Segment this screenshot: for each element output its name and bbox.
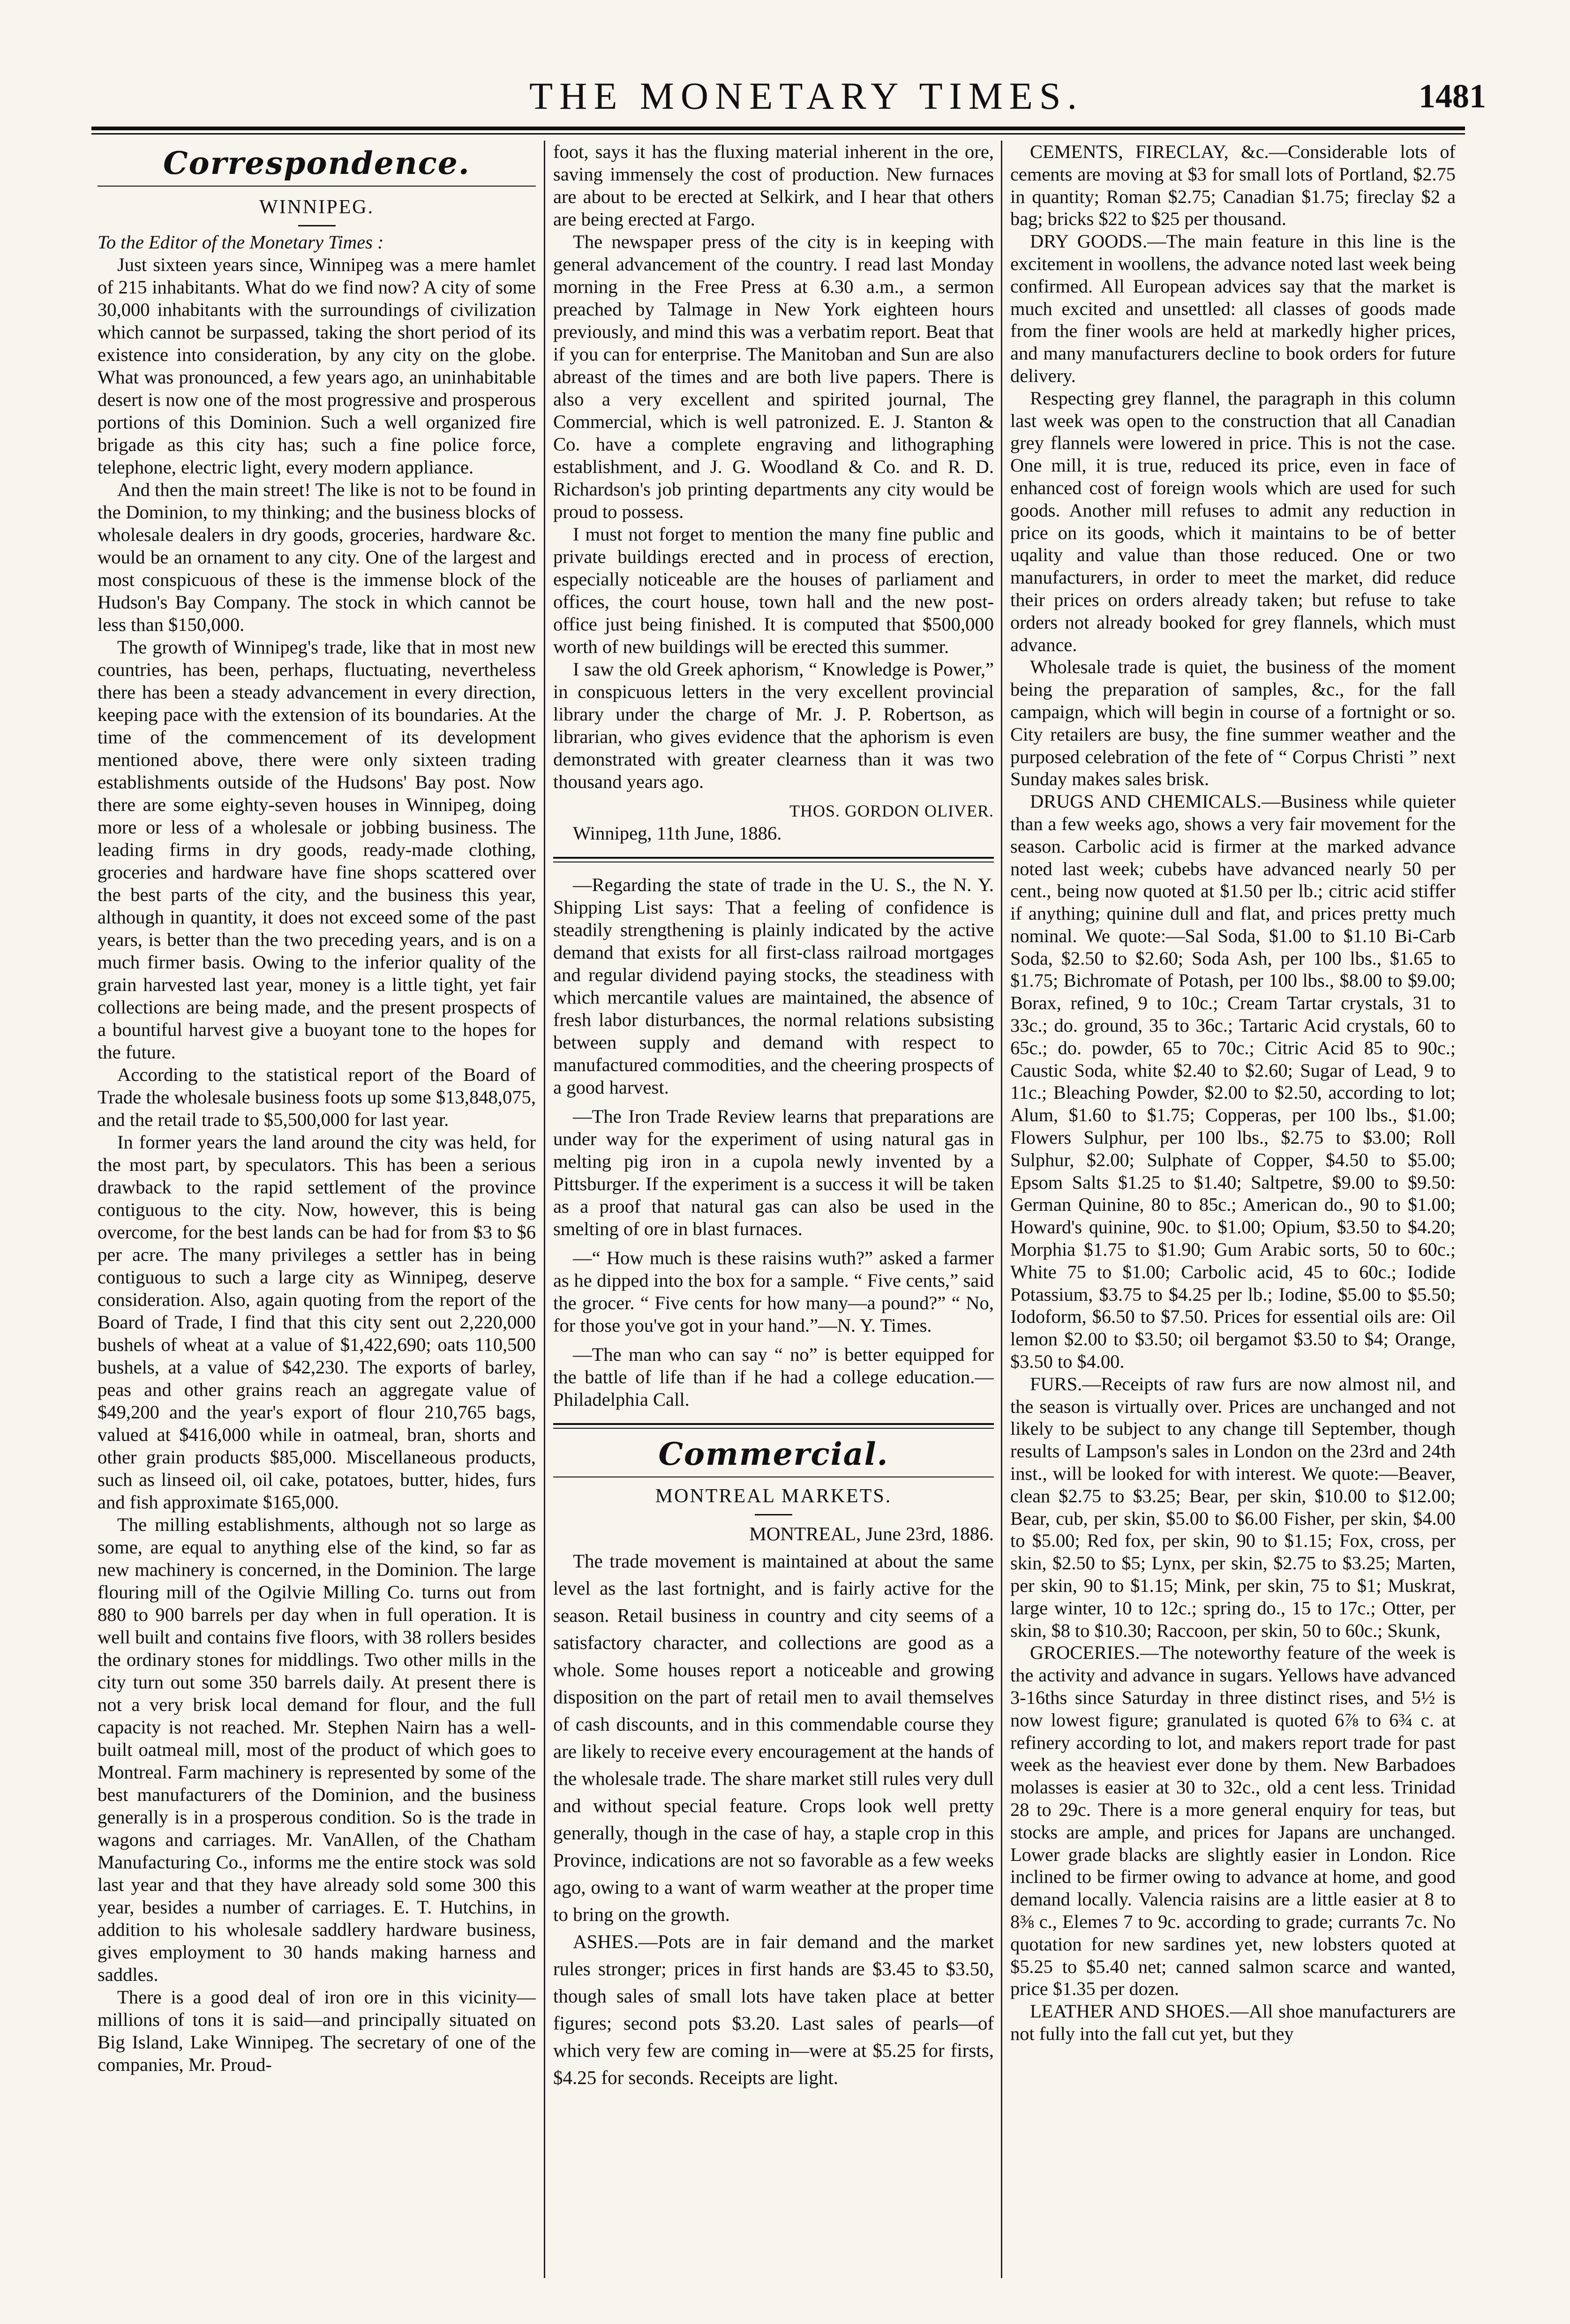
markets-paragraph: CEMENTS, FIRECLAY, &c.—Considerable lots of cements are moving at $3 for small lots of Portland, $2.75 in quantity; Roman $2.75; Canadian $1.75; fireclay $2 a bag; bricks $22 to $25 per thousand.: [1010, 141, 1456, 230]
markets-subtitle: MONTREAL MARKETS.: [655, 1485, 892, 1507]
column-divider-2: [1001, 141, 1002, 2278]
section-title-correspondence: Correspondence.: [163, 145, 470, 181]
separator-rule-thin: [553, 1428, 994, 1429]
markets-paragraph: GROCERIES.—The noteworthy feature of the week is the activity and advance in sugars. Yellows have advanced 3-16ths since Saturday in three distinct rises, and 5½ is now lowest figure; granulated is quoted 6⅞ to 6¾ c. at refinery according to lot, and makers report trade for past week as the heaviest ever done by them. New Barbadoes molasses is easier at 30 to 32c., old a cent less. Trinidad 28 to 29c. There is a more general enquiry for teas, but stocks are ample, and prices for Japans are unchanged. Lower grade blacks are slightly easier in London. Rice inclined to be firmer owing to advance at home, and good demand locally. Valencia raisins are a little easier at 8 to 8⅜ c., Elemes 7 to 9c. according to grade; currants 7c. No quotation for new sardines yet, new lobsters quoted at $5.25 to $5.40 net; canned salmon scarce and wanted, price $1.35 per dozen.: [1010, 1642, 1456, 2000]
column-correspondence: [98, 141, 536, 2278]
letter-paragraph: And then the main street! The like is not to be found in the Dominion, to my thinking; and the business blocks of wholesale dealers in dry goods, groceries, hardware &c. would be an ornament to any city. One of the largest and most conspicuous of these is the immense block of the Hudson's Bay Company. The stock in which cannot be less than $150,000.: [98, 479, 536, 635]
letter-paragraph: There is a good deal of iron ore in this vicinity—millions of tons it is said—and principally situated on Big Island, Lake Winnipeg. The secretary of one of the companies, Mr. Proud-: [98, 1987, 536, 2075]
markets-paragraph: DRY GOODS.—The main feature in this line is the excitement in woollens, the advance noted last week being confirmed. All European advices say that the market is much excited and unsettled: all classes of goods made from the finer wools are held at markedly higher prices, and many manufacturers decline to book orders for future delivery.: [1010, 231, 1456, 386]
letter-address: To the Editor of the Monetary Times :: [98, 232, 384, 253]
letter-paragraph: According to the statistical report of the Board of Trade the wholesale business foots up some $13,848,075, and the retail trade to $5,500,000 for last year.: [98, 1064, 536, 1130]
separator-rule: [553, 1423, 994, 1425]
markets-paragraph: Respecting grey flannel, the paragraph in this column last week was open to the construction that all Canadian grey flannels were lowered in price. This is not the case. One mill, it is true, reduced its price, even in face of enhanced cost of foreign wools which are used for such goods. Another mill refuses to admit any reduction in price on its goods, which it maintains to be of better uqality and value than those reduced. One or two manufacturers, in order to meet the market, did reduce their prices on orders already taken; but refuse to take orders not already booked for grey flannels, which must advance.: [1010, 387, 1456, 655]
markets-paragraph: LEATHER AND SHOES.—All shoe manufacturers are not fully into the fall cut yet, but they: [1010, 2001, 1456, 2044]
markets-paragraph: The trade movement is maintained at about the same level as the last fortnight, and is fairly active for the season. Retail business in country and city seems of a satisfactory character, and collections are good as a whole. Some houses report a noticeable and growing disposition on the part of retail men to avail themselves of cash discounts, and in this commendable course they are likely to receive every encouragement at the hands of the wholesale trade. The share market still rules very dull and without special feature. Crops look well pretty generally, though in the case of hay, a staple crop in this Province, indications are not so favorable as a few weeks ago, owing to a want of warm weather at the proper time to bring on the growth.: [553, 1550, 994, 1925]
column-markets: [1010, 141, 1456, 2278]
news-item: —The Iron Trade Review learns that preparations are under way for the experiment of using natural gas in melting pig iron in a cupola newly invented by a Pittsburger. If the experiment is a success it will be taken as a proof that natural gas can also be used in the smelting of ore in blast furnaces.: [553, 1106, 994, 1239]
markets-paragraph: DRUGS AND CHEMICALS.—Business while quieter than a few weeks ago, shows a very fair movement for the season. Carbolic acid is firmer at the marked advance noted last week; cubebs have advanced nearly 50 per cent., being now quoted at $1.50 per lb.; citric acid stiffer if anything; quinine dull and flat, and prices pretty much nominal. We quote:—Sal Soda, $1.00 to $1.10 Bi-Carb Soda, $2.50 to $2.60; Soda Ash, per 100 lbs., $1.65 to $1.75; Bichromate of Potash, per 100 lbs., $8.00 to $9.00; Borax, refined, 9 to 10c.; Cream Tartar crystals, 31 to 33c.; do. ground, 35 to 36c.; Tartaric Acid crystals, 60 to 65c.; do. powder, 65 to 70c.; Citric Acid 85 to 90c.; Caustic Soda, white $2.40 to $2.60; Sugar of Lead, 9 to 11c.; Bleaching Powder, $2.00 to $2.50, according to lot; Alum, $1.60 to $1.75; Copperas, per 100 lbs., $1.00; Flowers Sulphur, per 100 lbs., $2.75 to $3.00; Roll Sulphur, $2.00; Sulphate of Copper, $4.50 to $5.00; Epsom Salts $1.25 to $1.40; Saltpetre, $9.00 to $9.50: German Quinine, 80 to 85c.; American do., 90 to $1.00; Howard's quinine, 90c. to $1.00; Opium, $3.50 to $4.20; Morphia $1.75 to $1.90; Gum Arabic sorts, 50 to 60c.; White 75 to $1.00; Carbolic acid, 45 to 60c.; Iodide Potassium, $3.75 to $4.25 per lb.; Iodine, $5.00 to $5.50; Iodoform, $6.50 to $7.50. Prices for essential oils are: Oil lemon $2.00 to $3.50; oil bergamot $3.50 to $4; Orange, $3.50 to $4.00.: [1010, 791, 1456, 1372]
markets-dateline: MONTREAL, June 23rd, 1886.: [749, 1523, 994, 1544]
news-item: —Regarding the state of trade in the U. S., the N. Y. Shipping List says: That a feeling of confidence is steadily strengthening is plainly indicated by the active demand that exists for all first-class railroad mortgages and regular dividend paying stocks, the steadiness with which mercantile values are maintained, the absence of fresh labor disturbances, the normal relations subsisting between supply and demand with respect to manufactured commodities, and the cheering prospects of a good harvest.: [553, 874, 994, 1098]
letter-paragraph: I must not forget to mention the many fine public and private buildings erected and in process of erection, especially noticeable are the houses of parliament and offices, the court house, town hall and the new post-office just being finished. It is computed that $500,000 worth of new buildings will be erected this summer.: [553, 524, 994, 657]
letter-paragraph: The newspaper press of the city is in keeping with general advancement of the country. I read last Monday morning in the Free Press at 6.30 a.m., a sermon preached by Talmage in New York eighteen hours previously, and mind this was a verbatim report. Beat that if you can for enterprise. The Manitoban and Sun are also abreast of the times and are both live papers. There is also a very excellent and spirited journal, The Commercial, which is well patronized. E. J. Stanton & Co. have a complete engraving and lithographing establishment, and J. G. Woodland & Co. and R. D. Richardson's job printing departments any city would be proud to possess.: [553, 231, 994, 522]
letter-paragraph: In former years the land around the city was held, for the most part, by speculators. This has been a serious drawback to the rapid settlement of the province contiguous to the city. Now, however, this is being overcome, for the best lands can be had for from $3 to $6 per acre. The many privileges a settler has in being contiguous to such a large city as Winnipeg, deserve consideration. Also, again quoting from the report of the Board of Trade, I find that this city sent out 2,220,000 bushels of wheat at a value of $1,422,690; oats 110,500 bushels, at a value of $42,230. The exports of barley, peas and other grains reach an aggregate value of $49,200 and the year's export of flour 210,765 bags, valued at $416,000 while in oatmeal, bran, shorts and other grain products $85,000. Miscellaneous products, such as linseed oil, oil cake, potatoes, butter, hides, furs and fish approximate $165,000.: [98, 1132, 536, 1513]
markets-report: [553, 1520, 994, 2091]
masthead-title: THE MONETARY TIMES.: [529, 75, 1083, 117]
subtitle-rule: [755, 1514, 792, 1515]
subtitle-rule: [298, 225, 336, 226]
letter-subtitle: WINNIPEG.: [259, 196, 375, 218]
letter-paragraph: foot, says it has the fluxing material inherent in the ore, saving immensely the cost of production. New furnaces are about to be erected at Selkirk, and I hear that others are being erected at Fargo.: [553, 141, 994, 230]
section-underline: [98, 186, 536, 187]
separator-rule: [553, 857, 994, 859]
news-item: —“ How much is these raisins wuth?” asked a farmer as he dipped into the box for a sample. “ Five cents,” said the grocer. “ Five cents for how many—a pound?” “ No, for those you've got in your hand.”—N. Y. Times.: [553, 1247, 994, 1336]
letter-paragraph: The milling establishments, although not so large as some, are equal to anything else of the kind, so far as new machinery is concerned, in the Dominion. The large flouring mill of the Ogilvie Milling Co. turns out from 880 to 900 barrels per day when in full operation. It is well built and contains five floors, with 38 rollers besides the ordinary stones for middlings. Two other mills in the city turn out some 350 barrels daily. At present there is not a very brisk local demand for flour, and the full capacity is not reached. Mr. Stephen Nairn has a well-built oatmeal mill, most of the product of which goes to Montreal. Farm machinery is represented by some of the best manufacturers of the Dominion, and the business generally is in a prosperous condition. So is the trade in wagons and carriages. Mr. VanAllen, of the Chatham Manufacturing Co., informs me the entire stock was sold last year and that they have already sold some 300 this year, besides a number of carriages. E. T. Hutchins, in addition to his wholesale saddlery hardware business, gives employment to 30 hands making harness and saddles.: [98, 1514, 536, 1985]
letter-signature: THOS. GORDON OLIVER.: [789, 802, 994, 820]
markets-paragraph: FURS.—Receipts of raw furs are now almost nil, and the season is virtually over. Prices are unchanged and not likely to be subject to any change till September, though results of Lampson's sales in London on the 23rd and 24th inst., will be looked for with interest. We quote:—Beaver, clean $2.75 to $3.25; Bear, per skin, $10.00 to $12.00; Bear, cub, per skin, $5.00 to $6.00 Fisher, per skin, $4.00 to $5.00; Red fox, per skin, 90 to $1.15; Fox, cross, per skin, $2.50 to $5; Lynx, per skin, $2.75 to $3.25; Marten, per skin, 90 to $1.15; Mink, per skin, 75 to $1; Muskrat, large winter, 10 to 12c.; spring do., 15 to 17c.; Otter, per skin, $8 to $10.30; Raccoon, per skin, 50 to 60c.; Skunk,: [1010, 1373, 1456, 1641]
header-rule-thick: [91, 127, 1465, 130]
page-number: 1481: [1419, 77, 1486, 115]
letter-paragraph: Just sixteen years since, Winnipeg was a mere hamlet of 215 inhabitants. What do we find now? A city of some 30,000 inhabitants with the surroundings of civilization which cannot be surpassed, taking the short period of its existence into consideration, by any city on the globe. What was pronounced, a few years ago, an uninhabitable desert is now one of the most progressive and prosperous portions of this Dominion. Such a well organized fire brigade as this city has; such a fine police force, telephone, electric light, every modern appliance.: [98, 254, 536, 478]
letter-paragraph: The growth of Winnipeg's trade, like that in most new countries, has been, perhaps, fluctuating, nevertheless there has been a steady advancement in every direction, keeping pace with the extension of its boundaries. At the time of the commencement of its development mentioned above, there were only sixteen trading establishments outside of the Hudsons' Bay post. Now there are some eighty-seven houses in Winnipeg, doing more or less of a wholesale or jobbing business. The leading firms in dry goods, ready-made clothing, groceries and hardware have fine shops scattered over the best parts of the city, and the business this year, although in quantity, it does not exceed some of the past years, is better than the two preceding years, and is on a much firmer basis. Owing to the inferior quality of the grain harvested last year, money is a little tight, yet fair collections are being made, and the present prospects of a bountiful harvest give a buoyant tone to the hopes for the future.: [98, 637, 536, 1063]
header-rule-thin: [91, 133, 1465, 135]
markets-paragraph: Wholesale trade is quiet, the business of the moment being the preparation of samples, &c., for the fall campaign, which will begin in course of a fortnight or so. City retailers are busy, the fine summer weather and the purposed celebration of the fete of “ Corpus Christi ” next Sunday makes sales brisk.: [1010, 656, 1456, 790]
letter-place-date: Winnipeg, 11th June, 1886.: [573, 823, 782, 844]
section-title-commercial: Commercial.: [658, 1436, 889, 1472]
markets-paragraph: ASHES.—Pots are in fair demand and the market rules stronger; prices in first hands are $3.45 to $3.50, though sales of small lots have taken place at better figures; second pots $3.20. Last sales of pearls—of which very few are coming in—were at $5.25 for firsts, $4.25 for seconds. Receipts are light.: [553, 1931, 994, 2088]
news-item: —The man who can say “ no” is better equipped for the battle of life than if he had a college education.—Philadelphia Call.: [553, 1344, 994, 1410]
column-divider-1: [544, 141, 545, 2278]
letter-paragraph: I saw the old Greek aphorism, “ Knowledge is Power,” in conspicuous letters in the very excellent provincial library under the charge of Mr. J. P. Robertson, as librarian, who gives evidence that the aphorism is even demonstrated with greater clearness than it was two thousand years ago.: [553, 659, 994, 792]
column-middle: [553, 141, 994, 2278]
